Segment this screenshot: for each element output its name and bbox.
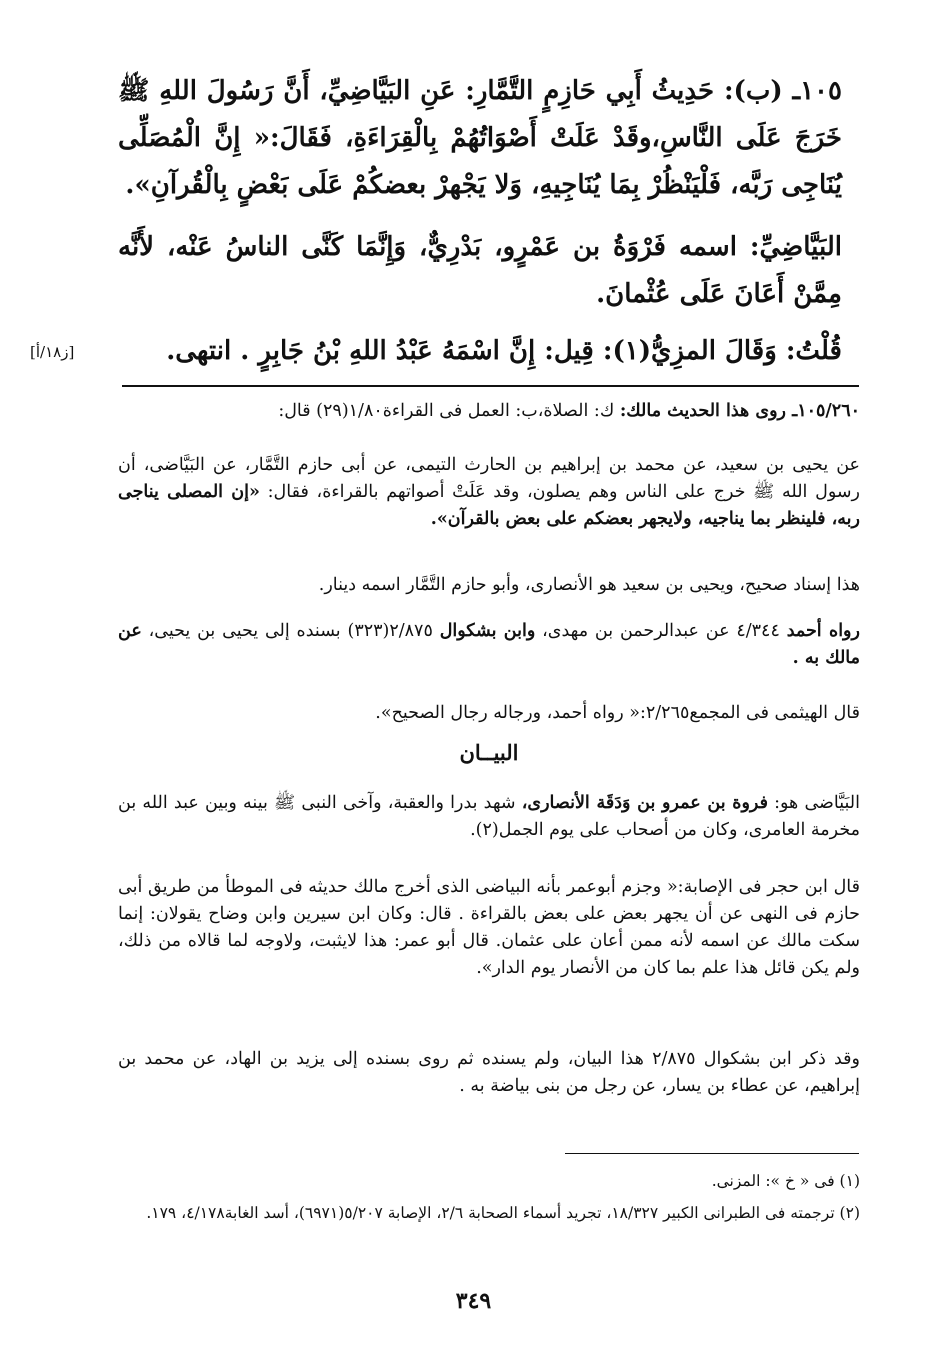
commentary-heading-source: ك: الصلاة،ب: العمل فى القراءة١/٨٠(٢٩) قال: <box>278 401 615 421</box>
main-divider <box>122 385 859 387</box>
bayan-ibn-bashkuwal: وقد ذكر ابن بشكوال ٢/٨٧٥ هذا البيان، ولم يسنده ثم روى بسنده إلى يزيد بن الهاد، عن محمد بن إبراهيم، عن عطاء بن يسار، عن رجل من بنى بياضة به . <box>118 1049 860 1096</box>
commentary-haythami: قال الهيثمى فى المجمع٢/٢٦٥:« رواه أحمد، ورجاله رجال الصحيح». <box>375 703 860 723</box>
bayan-identity-rest: شهد بدرا والعقبة، وآخى النبى ﷺ بينه وبين عبد الله بن مخرمة العامرى، وكان من أصحاب على يوم الجمل(٢). <box>118 793 860 840</box>
bayan-identity-lead: البَيَّاضى هو: <box>774 793 860 813</box>
commentary-matn: «إن المصلى يناجى ربه، فلينظر بما يناجيه، ولايجهر بعضكم على بعض بالقرآن». <box>118 482 860 529</box>
footnote-1: (١) فى « خ »: المزنى. <box>711 1172 860 1190</box>
footnote-divider <box>565 1153 859 1154</box>
takhrij-malik: عن مالك به . <box>118 621 860 668</box>
bayan-identity-name: فروة بن عمرو بن وَدَقَة الأنصارى، <box>521 793 768 813</box>
commentary-grading: هذا إسناد صحيح، ويحيى بن سعيد هو الأنصارى، وأبو حازم التَّمَّار اسمه دينار. <box>318 575 860 595</box>
takhrij-bashkuwal: وابن بشكوال <box>439 621 536 641</box>
hadith-text: ١٠٥ـ (ب): حَدِيثُ أَبِي حَازِمٍ التَّمَّارِ: عَنِ البَيَّاضِيِّ، أَنَّ رَسُولَ اللهِ ﷺ خَرَجَ عَلَى النَّاسِ،وقَدْ عَلَتْ أَصْوَاتُهُمْ بِالْقِرَاءَةِ، فَقَالَ:« إِنَّ الْمُصَلِّى يُنَاجِى رَبَّه، فَلْيَنْظُرْ بِمَا يُنَاجِيهِ، وَلا يَجْهرْ بعضكُمْ عَلَى بَعْضٍ بِالْقُرآنِ». <box>118 76 842 200</box>
commentary-takhrij <box>118 618 860 672</box>
takhrij-bashkuwal-ref: ٢/٨٧٥(٣٢٣) بسنده إلى يحيى بن يحيى، <box>148 621 433 641</box>
takhrij-ahmad-ref: ٤/٣٤٤ عن عبدالرحمن بن مهدى، <box>542 621 780 641</box>
commentary-isnad-text: عن يحيى بن سعيد، عن محمد بن إبراهيم بن الحارث التيمى، عن أبى حازم التَّمَّار، عن البَيَّاضى، أن رسول الله ﷺ خرج على الناس وهم يصلون، وقد عَلَتْ أصواتهم بالقراءة، فقال: <box>118 455 860 502</box>
commentary-isnad <box>118 452 860 533</box>
manuscript-folio-ref: [ز١٨/أ] <box>30 343 75 361</box>
commentary-heading <box>118 398 860 425</box>
narrator-note: البَيَّاضِيِّ: اسمه فَرْوَةُ بن عَمْرٍو، بَدْرِيٌّ، وَإِنَّمَا كَنَّى الناسُ عَنْه، لأَنَّه مِمَّنْ أَعَانَ عَلَى عُثْمانَ. <box>118 232 842 309</box>
commentary-heading-bold: ١٠٥/٢٦٠ـ روى هذا الحديث مالك: <box>619 401 860 421</box>
section-title-bayan: البيــان <box>459 740 519 765</box>
author-remark: قُلْتُ: وَقَالَ المزِيُّ(١): قِيل: إِنَّ اسْمَهُ عَبْدُ اللهِ بْنُ جَابِرٍ . انتهى. <box>166 336 842 366</box>
bayan-ibn-hajar: قال ابن حجر فى الإصابة:« وجزم أبوعمر بأنه البياضى الذى أخرج مالك حديثه فى الموطأ من طريق أبى حازم فى النهى عن أن يجهر بعض على بعض بالقراءة . قال: وكان ابن سيرين وابن وضاح يقولان: إنما سكت مالك عن اسمه لأنه ممن أعان على عثمان. قال أبو عمر: هذا لايثبت، ولاوجه لما قالاه من ذلك، ولم يكن قائل هذا علم بما كان من الأنصار يوم الدار». <box>118 877 860 978</box>
bayan-identity <box>118 790 860 844</box>
footnote-2: (٢) ترجمته فى الطبرانى الكبير ١٨/٣٢٧، تجريد أسماء الصحابة ٢/٦، الإصابة ٥/٢٠٧(٦٩٧١)، أسد الغابة٤/١٧٨، ١٧٩. <box>146 1204 860 1222</box>
takhrij-ahmad: رواه أحمد <box>786 621 860 641</box>
page-number: ٣٤٩ <box>455 1288 492 1314</box>
